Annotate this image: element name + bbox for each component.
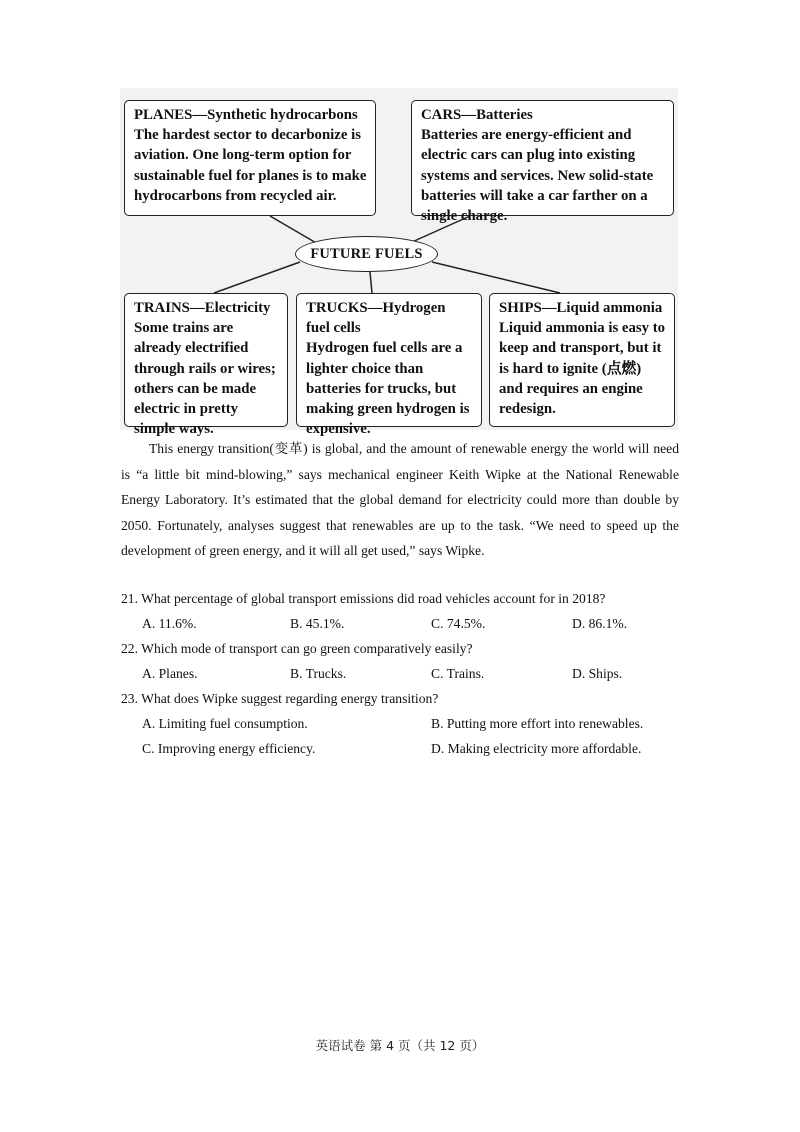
cars-text: Batteries are energy-efficient and electric cars can plug into existing systems and services. New solid-state batteries will take a car farther on a single charge. bbox=[421, 127, 654, 225]
q22-option-b: B. Trucks. bbox=[290, 666, 347, 681]
q21-option-d: D. 86.1%. bbox=[572, 616, 628, 631]
trains-box bbox=[124, 293, 288, 438]
trucks-box bbox=[296, 293, 482, 438]
q22-option-c: C. Trains. bbox=[431, 666, 485, 681]
ships-text: Liquid ammonia is easy to keep and transport, but it is hard to ignite (点燃) and requires an engine redesign. bbox=[499, 320, 666, 418]
passage-paragraph: This energy transition(变革) is global, and the amount of renewable energy the world will need is “a little bit mind-blowing,” says mechanical engineer Keith Wipke at the National Renewable Energy Laboratory. It’s estimated that the global demand for electricity could more than double by 2050. Fortunately, analyses suggest that renewables are up to the task. “We need to speed up the development of green energy, and it will all get used,” says Wipke. bbox=[121, 441, 679, 558]
trucks-heading: TRUCKS—Hydrogen fuel cells bbox=[306, 300, 446, 337]
planes-text: The hardest sector to decarbonize is aviation. One long-term option for sustainable fuel for planes is to make hydrocarbons from recycled air. bbox=[134, 127, 367, 204]
ships-heading: SHIPS—Liquid ammonia bbox=[499, 300, 663, 316]
page-footer: 英语试卷 第 4 页（共 12 页） bbox=[315, 1038, 485, 1053]
question-22: 22. Which mode of transport can go green comparatively easily? bbox=[121, 641, 473, 656]
ships-box bbox=[489, 293, 675, 427]
cars-box bbox=[411, 100, 674, 225]
question-23: 23. What does Wipke suggest regarding energy transition? bbox=[121, 691, 439, 706]
q21-option-a: A. 11.6%. bbox=[142, 616, 197, 631]
future-fuels-hub: FUTURE FUELS bbox=[295, 236, 438, 272]
planes-box bbox=[124, 100, 376, 216]
q23-option-d: D. Making electricity more affordable. bbox=[431, 741, 642, 756]
cars-heading: CARS—Batteries bbox=[421, 107, 533, 123]
q21-option-c: C. 74.5%. bbox=[431, 616, 486, 631]
q23-option-c: C. Improving energy efficiency. bbox=[142, 741, 316, 756]
trains-heading: TRAINS—Electricity bbox=[134, 300, 271, 316]
q21-option-b: B. 45.1%. bbox=[290, 616, 345, 631]
q22-option-d: D. Ships. bbox=[572, 666, 623, 681]
q23-option-b: B. Putting more effort into renewables. bbox=[431, 716, 644, 731]
question-21: 21. What percentage of global transport emissions did road vehicles account for in 2018? bbox=[121, 591, 606, 606]
trains-text: Some trains are already electrified through rails or wires; others can be made electric in pretty simple ways. bbox=[134, 320, 276, 438]
q23-option-a: A. Limiting fuel consumption. bbox=[142, 716, 308, 731]
planes-heading: PLANES—Synthetic hydrocarbons bbox=[134, 107, 358, 123]
q22-option-a: A. Planes. bbox=[142, 666, 198, 681]
trucks-text: Hydrogen fuel cells are a lighter choice than batteries for trucks, but making green hydrogen is expensive. bbox=[306, 340, 470, 438]
